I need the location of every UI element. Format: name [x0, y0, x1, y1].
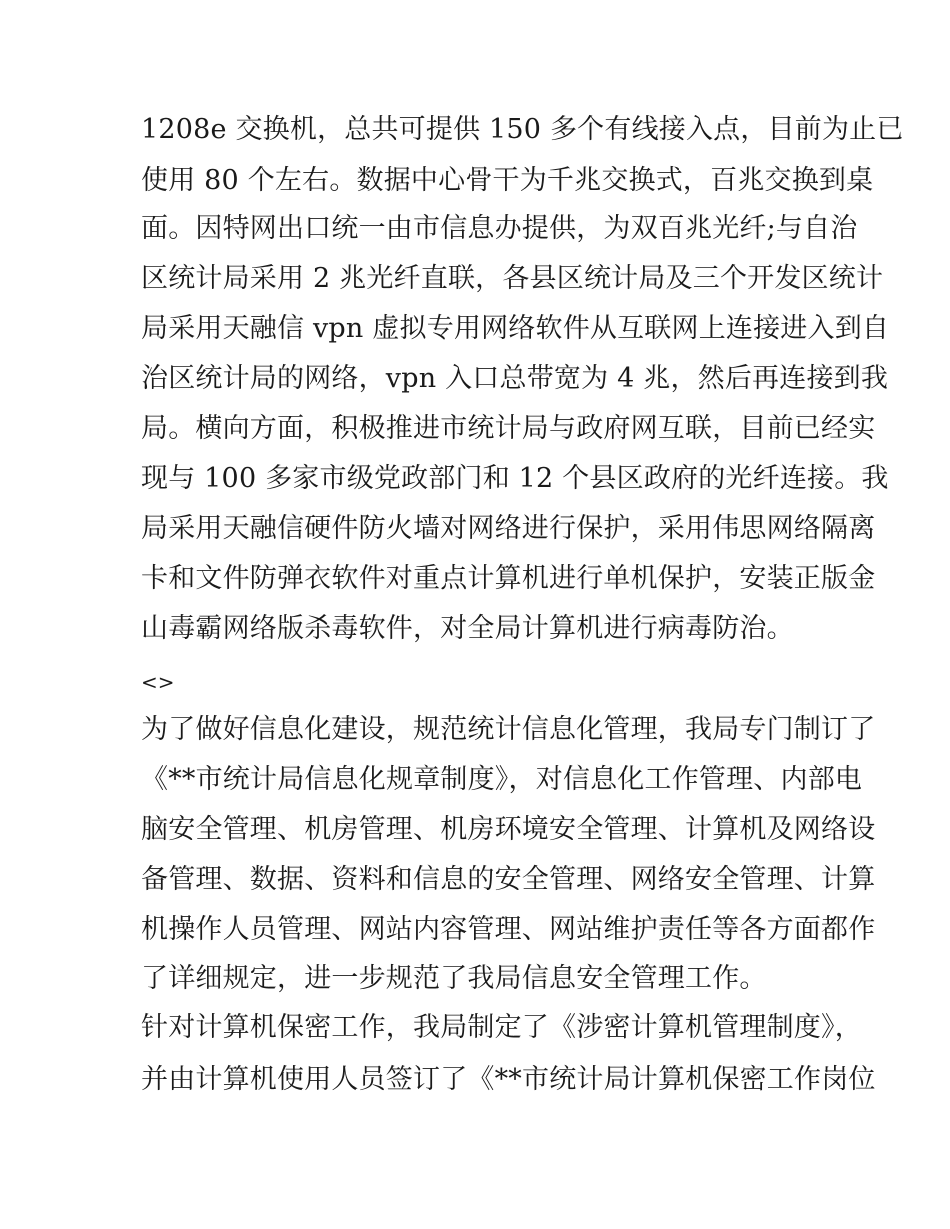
- text-line: 山毒霸网络版杀毒软件，对全局计算机进行病毒防治。: [141, 613, 794, 644]
- text-line: 使用 80 个左右。数据中心骨干为千兆交换式，百兆交换到桌: [141, 165, 874, 196]
- text-line: 《**市统计局信息化规章制度》，对信息化工作管理、内部电: [141, 764, 863, 795]
- text-line: 1208e 交换机，总共可提供 150 多个有线接入点，目前为止已: [141, 114, 904, 145]
- text-line: 局。横向方面，积极推进市统计局与政府网互联，目前已经实: [141, 413, 876, 444]
- text-line: 为了做好信息化建设，规范统计信息化管理，我局专门制订了: [141, 714, 876, 745]
- text-line: 治区统计局的网络，vpn 入口总带宽为 4 兆，然后再连接到我: [141, 363, 889, 394]
- text-line: 卡和文件防弹衣软件对重点计算机进行单机保护，安装正版金: [141, 563, 876, 594]
- text-line: 备管理、数据、资料和信息的安全管理、网络安全管理、计算: [141, 864, 876, 895]
- section-marker: <>: [141, 670, 175, 694]
- text-line: 区统计局采用 2 兆光纤直联，各县区统计局及三个开发区统计: [141, 263, 884, 294]
- text-line: 机操作人员管理、网站内容管理、网站维护责任等各方面都作: [141, 914, 876, 945]
- text-line: 局采用天融信硬件防火墙对网络进行保护，采用伟思网络隔离: [141, 513, 876, 544]
- text-line: 现与 100 多家市级党政部门和 12 个县区政府的光纤连接。我: [141, 463, 889, 494]
- text-line: 针对计算机保密工作，我局制定了《涉密计算机管理制度》，: [141, 1012, 862, 1043]
- text-line: 脑安全管理、机房管理、机房环境安全管理、计算机及网络设: [141, 814, 876, 845]
- text-line: 并由计算机使用人员签订了《**市统计局计算机保密工作岗位: [141, 1064, 876, 1095]
- text-line: 面。因特网出口统一由市信息办提供，为双百兆光纤;与自治: [141, 213, 858, 244]
- text-line: 局采用天融信 vpn 虚拟专用网络软件从互联网上连接进入到自: [141, 313, 890, 344]
- text-line: 了详细规定，进一步规范了我局信息安全管理工作。: [141, 963, 767, 994]
